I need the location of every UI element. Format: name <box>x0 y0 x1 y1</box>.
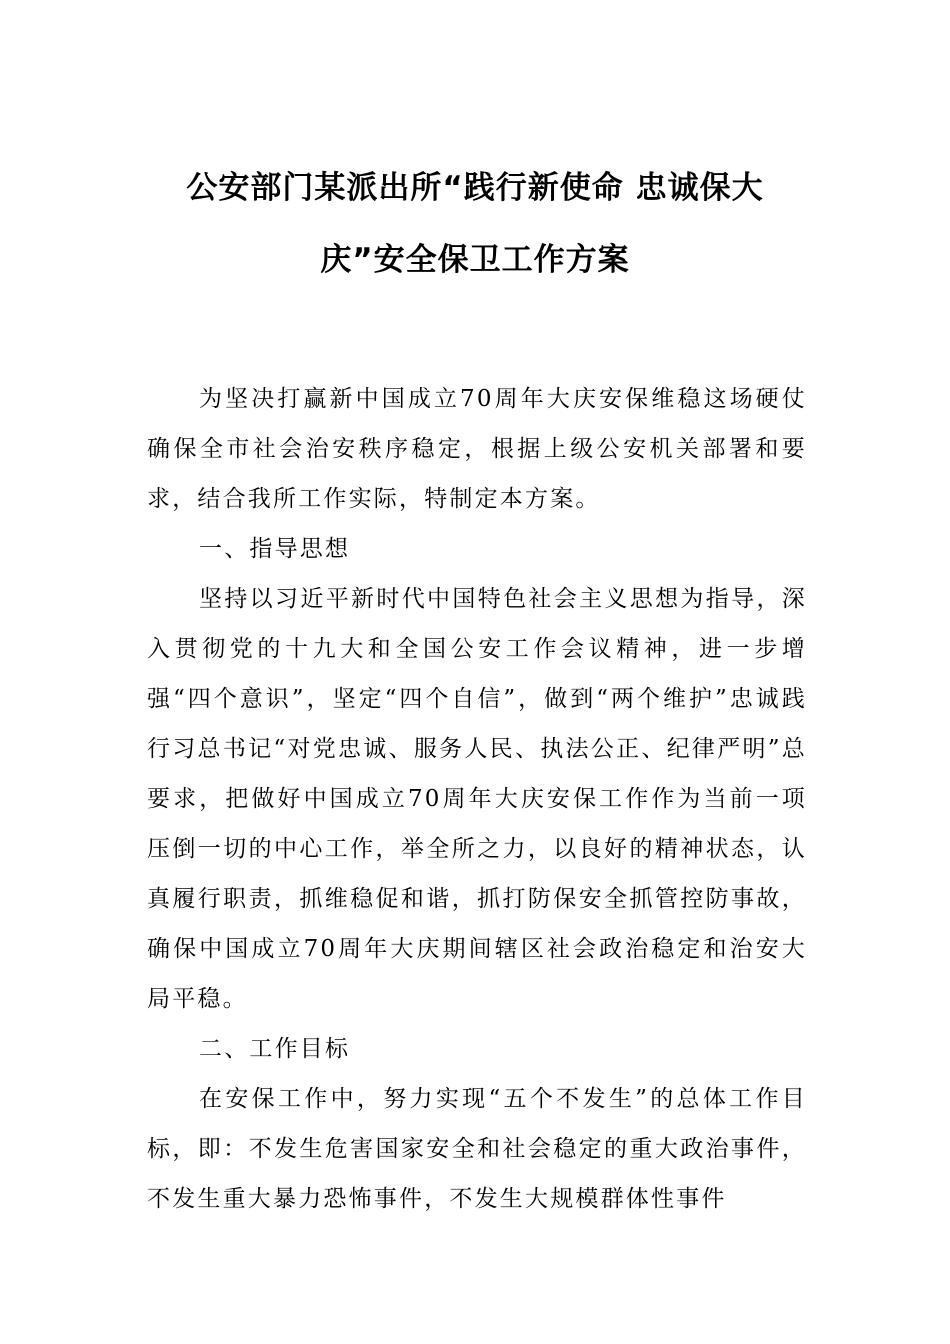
intro-paragraph: 为坚决打赢新中国成立70周年大庆安保维稳这场硬仗确保全市社会治安秩序稳定，根据上级公安机关部署和要求，结合我所工作实际，特制定本方案。 <box>147 386 807 512</box>
document-body <box>147 374 807 1224</box>
work-goals-paragraph: 在安保工作中，努力实现“五个不发生”的总体工作目标，即：不发生危害国家安全和社会稳定的重大政治事件，不发生重大暴力恐怖事件，不发生大规模群体性事件 <box>147 1086 807 1212</box>
guiding-ideology-paragraph: 坚持以习近平新时代中国特色社会主义思想为指导，深入贯彻党的十九大和全国公安工作会议精神，进一步增强“四个意识”，坚定“四个自信”，做到“两个维护”忠诚践行习总书记“对党忠诚、服务人民、执法公正、纪律严明”总要求，把做好中国成立70周年大庆安保工作作为当前一项压倒一切的中心工作，举全所之力，以良好的精神状态，认真履行职责，抓维稳促和谐，抓打防保安全抓管控防事故，确保中国成立70周年大庆期间辖区社会政治稳定和治安大局平稳。 <box>147 586 807 1012</box>
document-title <box>80 152 870 296</box>
title-line-1: 公安部门某派出所“践行新使命 忠诚保大 <box>186 170 764 206</box>
section-heading-guiding-ideology: 一、指导思想 <box>199 536 351 562</box>
title-line-2: 庆”安全保卫工作方案 <box>320 242 630 278</box>
section-heading-work-goals: 二、工作目标 <box>199 1036 351 1062</box>
